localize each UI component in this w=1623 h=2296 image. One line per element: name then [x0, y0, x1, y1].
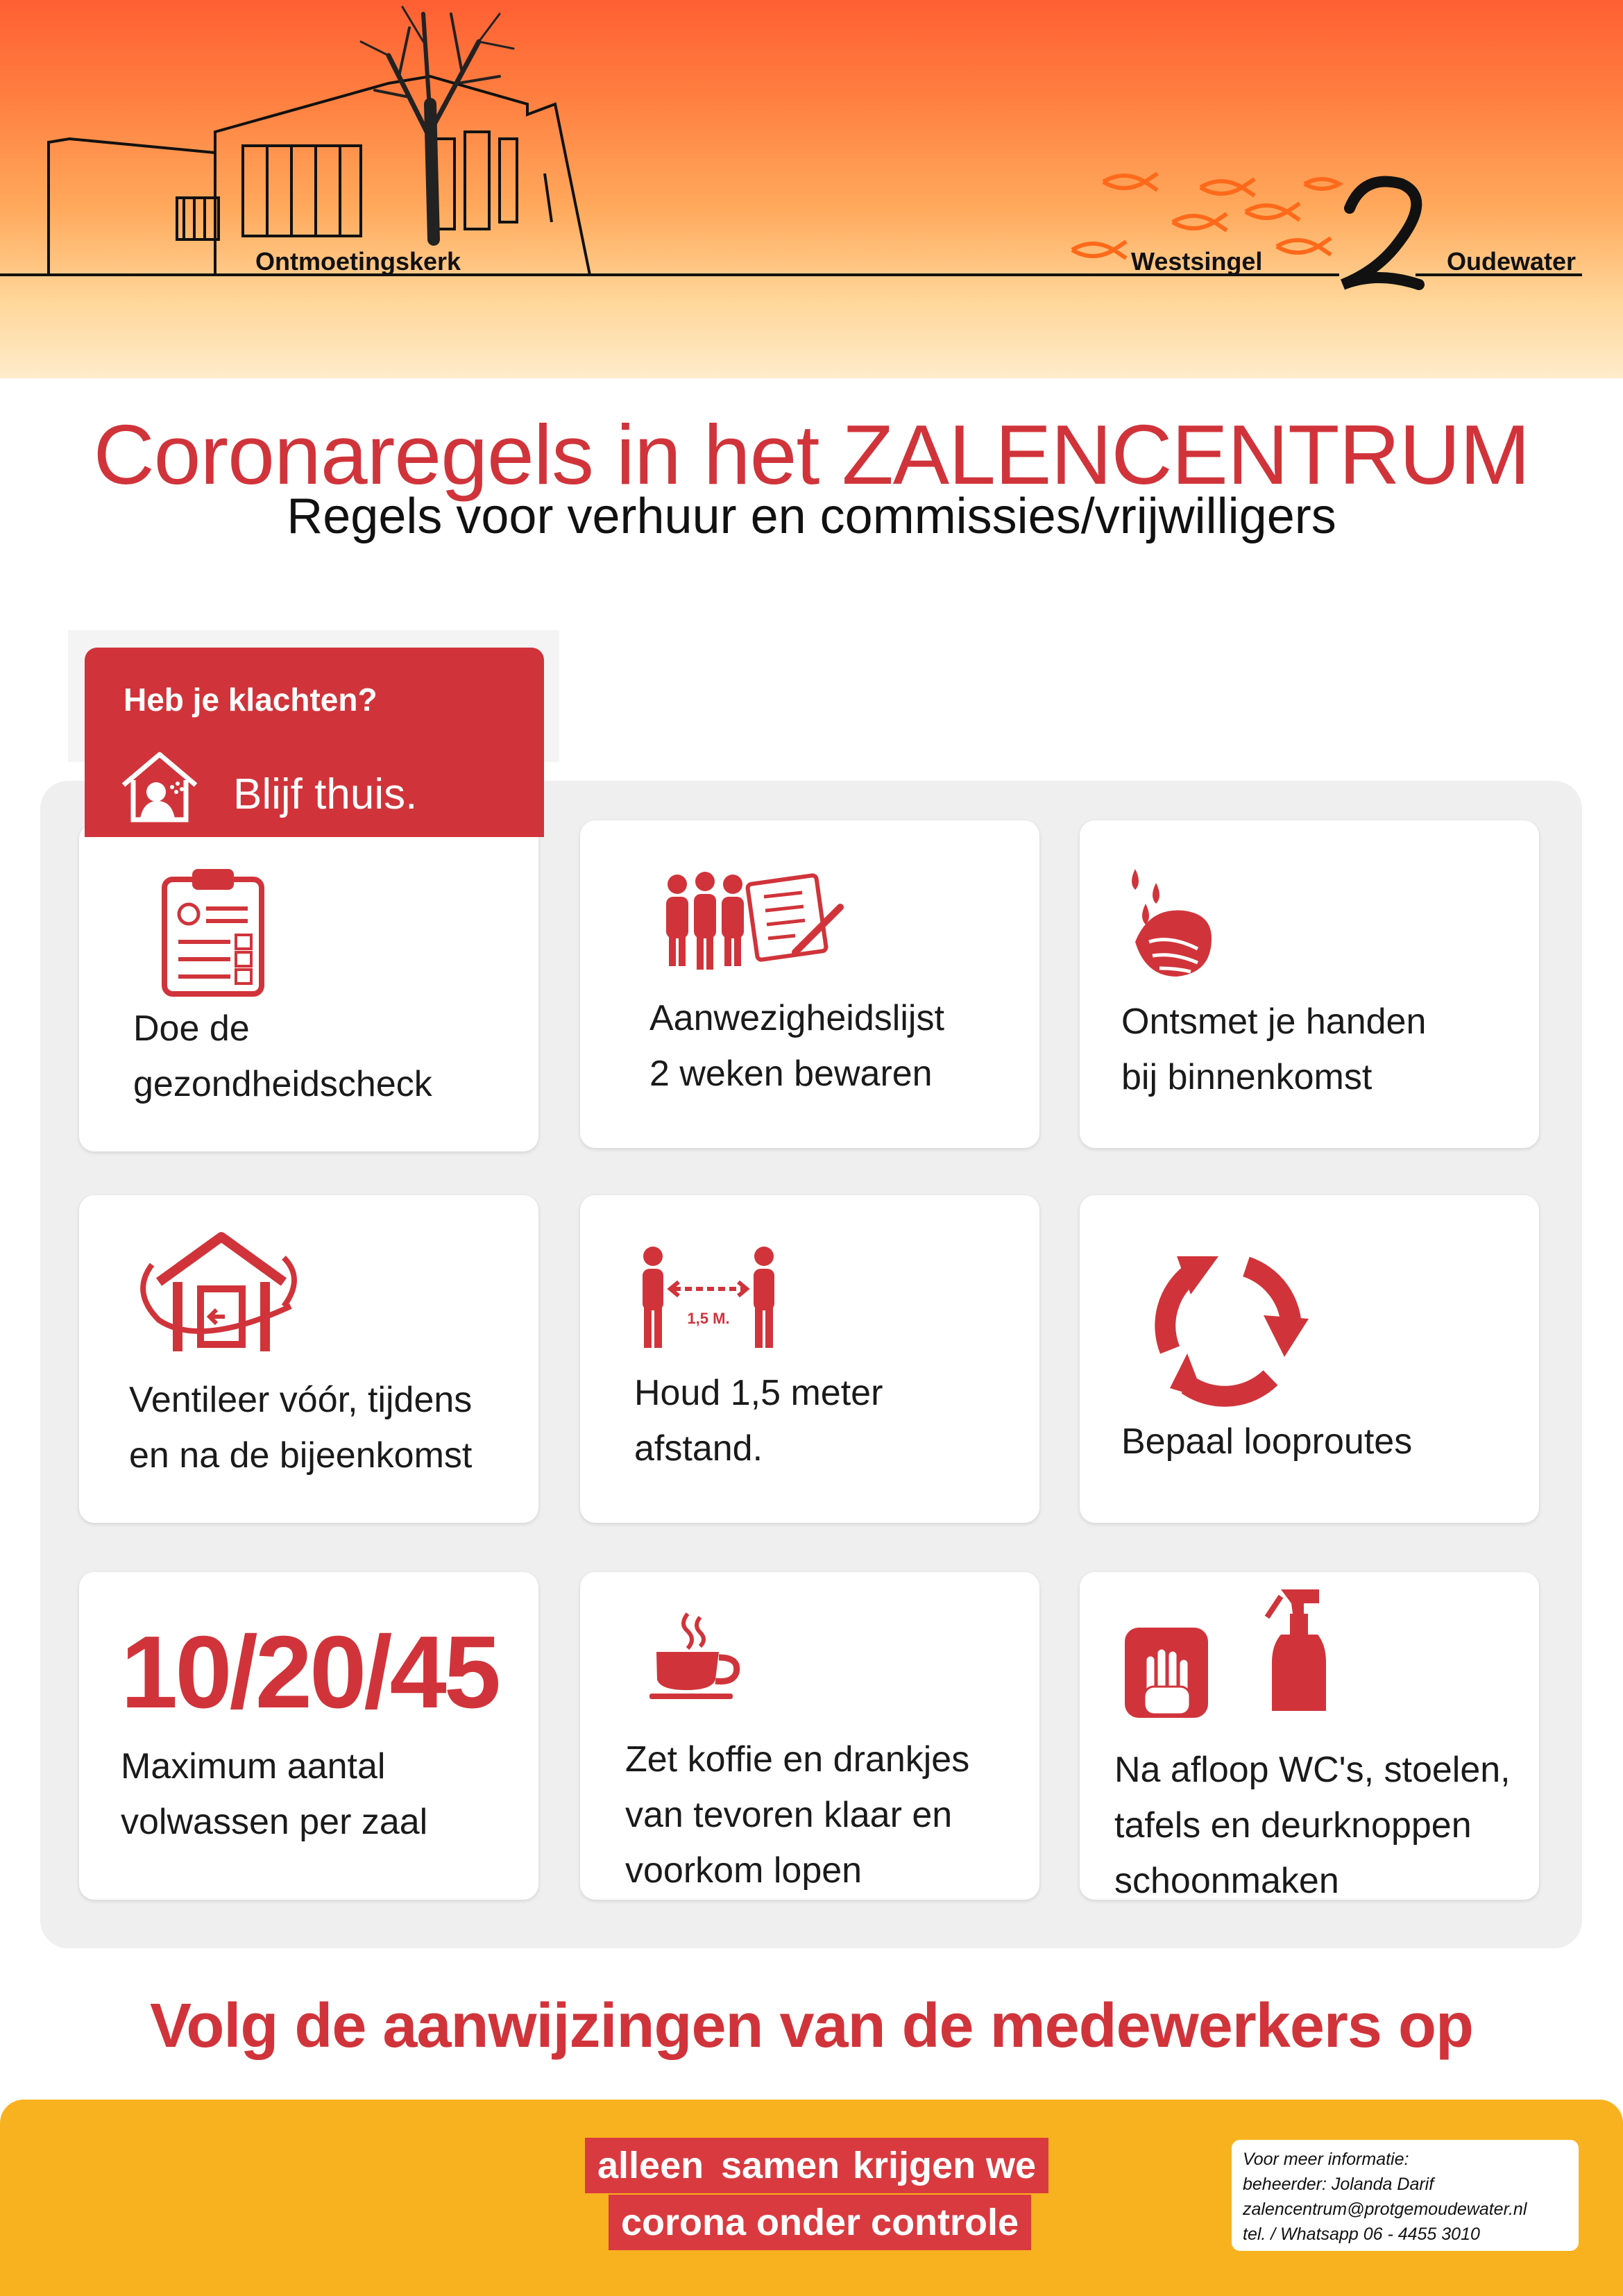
rule-text: Na afloop WC's, stoelen, tafels en deurknoppen schoonmaken — [1114, 1750, 1511, 1901]
house-sick-person-icon — [118, 749, 208, 825]
instructions-title: Volg de aanwijzingen van de medewerkers op — [150, 1991, 1473, 2061]
rule-text: Maximum aantal volwassen per zaal — [121, 1746, 428, 1842]
church-name-label: Ontmoetingskerk — [255, 247, 461, 276]
rule-card-attendance — [580, 820, 1039, 1148]
stay-home-notice — [85, 648, 544, 837]
rule-card-health-check — [79, 824, 538, 1151]
hand-disinfect-icon — [1121, 866, 1218, 984]
group-attendance-list-icon — [656, 869, 851, 973]
notice-answer: Blijf thuis. — [233, 770, 418, 818]
rule-card-coffee — [580, 1572, 1039, 1900]
slogan-word-alleen: alleen — [585, 2138, 716, 2193]
rule-text: Ontsmet je handen bij binnenkomst — [1121, 1002, 1427, 1097]
distance-people-icon — [636, 1244, 788, 1355]
rule-text: Bepaal looproutes — [1121, 1421, 1413, 1462]
notice-question: Heb je klachten? — [124, 682, 377, 718]
slogan-word-krijgen-we: krijgen we — [840, 2138, 1048, 2193]
fish-icons — [1072, 171, 1339, 258]
max-adults-number: 10/20/45 — [121, 1615, 499, 1730]
contact-info-box — [1232, 2140, 1579, 2251]
westsingel-label: Westsingel — [1131, 247, 1263, 276]
rule-card-distance — [580, 1195, 1039, 1523]
page-subtitle: Regels voor verhuur en commissies/vrijwilligers — [287, 489, 1336, 544]
clipboard-checklist-icon — [161, 866, 265, 997]
rule-text: Ventileer vóór, tijdens en na de bijeenkomst — [129, 1380, 473, 1476]
slogan-line-2: corona onder controle — [609, 2195, 1031, 2250]
info-email[interactable]: zalencentrum@protgemoudewater.nl — [1243, 2200, 1527, 2219]
info-phone[interactable]: tel. / Whatsapp 06 - 4455 3010 — [1243, 2225, 1480, 2244]
rule-card-cleaning — [1080, 1572, 1539, 1900]
logo-two-numeral — [1343, 182, 1419, 285]
rule-card-disinfect — [1080, 820, 1539, 1148]
church-skyline-drawing — [0, 0, 1623, 378]
info-heading: Voor meer informatie: — [1243, 2150, 1409, 2169]
distance-label: 1,5 M. — [687, 1310, 730, 1327]
info-manager: beheerder: Jolanda Darif — [1243, 2175, 1434, 2194]
rule-card-walking-routes — [1080, 1195, 1539, 1523]
header-banner — [0, 0, 1623, 378]
rule-text: Houd 1,5 meter afstand. — [634, 1373, 883, 1469]
rule-card-ventilate — [79, 1195, 538, 1523]
rule-text: Doe de gezondheidscheck — [133, 1008, 432, 1104]
slogan-word-samen: samen — [708, 2138, 852, 2193]
page-title: Coronaregels in het ZALENCENTRUM — [93, 407, 1530, 502]
rule-text: Aanwezigheidslijst 2 weken bewaren — [649, 998, 944, 1094]
ventilation-house-icon — [138, 1230, 305, 1355]
circular-arrows-icon — [1121, 1229, 1329, 1416]
rule-text: Zet koffie en drankjes van tevoren klaar en voorkom lopen — [625, 1739, 970, 1891]
coffee-cup-icon — [646, 1610, 743, 1700]
rule-card-max-adults — [79, 1572, 538, 1900]
oudewater-label: Oudewater — [1447, 247, 1577, 276]
cleaning-spray-icon — [1125, 1589, 1333, 1721]
